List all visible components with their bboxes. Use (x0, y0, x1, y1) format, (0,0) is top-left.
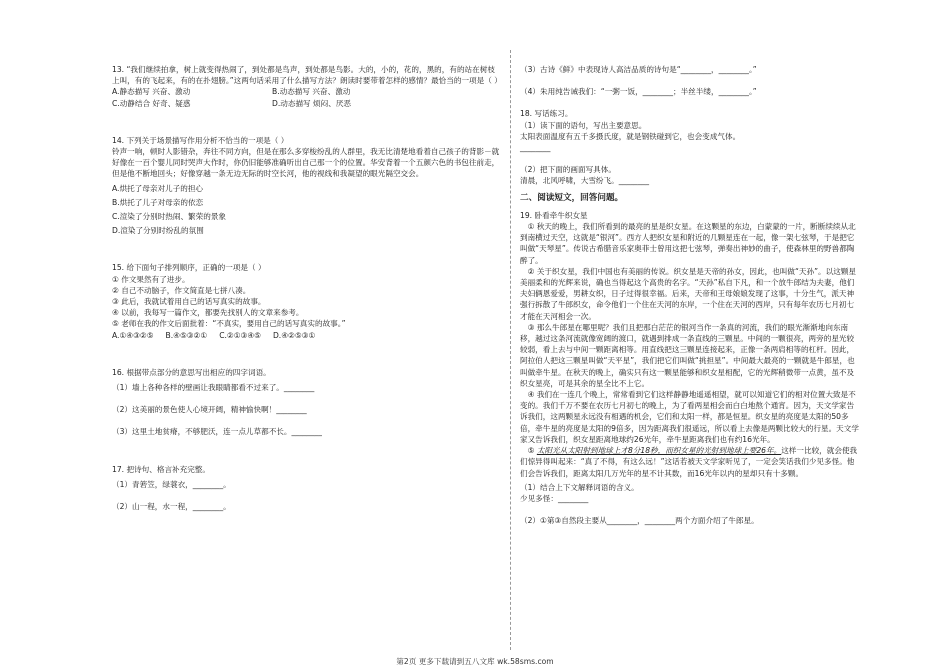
q14-option-a: A.烘托了母亲对儿子的担心 (112, 183, 204, 193)
q13-stem: 13. “我们继续拍拿，树上就变得热闹了，到处都是鸟声，到处都是鸟影。大的，小的，花的，黑的，有的站在树枝上叫，有的飞起来，有的在扑翅膀。”这两句话采用了什么描写方法？朗读时要带着怎样的感情？最恰当的一项是（ ） (112, 65, 502, 86)
q15-option-c: C.②①③④⑤ (219, 330, 261, 340)
q19-para-3: ③ 那么牛郎星在哪里呢？我们且把那白茫茫的银河当作一条真的河流，我们的眼光渐渐地向东南移，越过这条河流就像宽阔的渡口，就遇到排成一条直线的三颗星。中间的一颗很亮，两旁的星光较较弱，看上去与中间一颗距离相等。用直线把这三颗星连接起来，正像一条两肩相等的杠杆。因此，阿拉伯人把这三颗星叫做“天平星”，我们把它们叫做“挑担星”。中间最大最亮的一颗就是牛郎星，也叫做牵牛星。在秋天的晚上，确实只有这一颗星能够和织女星相配，它的光辉稍微带一点黄，虽不及织女星亮，可是其余的星全比不上它。 (520, 322, 855, 388)
q19-para-5-num: ⑤ (527, 446, 537, 456)
q15-item-1: ① 作文果然有了进步。 (112, 274, 190, 284)
q15-item-2: ② 自己不动脑子，作文简直是七拼八凑。 (112, 285, 251, 295)
q17-item-1: （1）青箬笠，绿蓑衣，________。 (112, 479, 231, 489)
question-15 (112, 262, 502, 340)
q19-sub2: （2）①第③自然段主要从________，________两个方面介绍了牛郎星。 (520, 516, 759, 526)
q18-sub1-text: 太阳表面温度有五千多摄氏度，就是钢铁碰到它，也会变成气体。 (520, 131, 741, 141)
q18-sub2: （2）把下面的画面写具体。 (520, 165, 616, 175)
q14-stem: 14. 下列关于场景描写作用分析不恰当的一项是（ ） (112, 135, 289, 145)
page-footer: 第2页 更多下载请到五八文库 wk.58sms.com (396, 657, 554, 666)
q19-underlined-sentence: 太阳光从太阳射到地球上才8分18秒，而织女星的光射到地球上要26年。 (536, 446, 782, 456)
q19-para-1: ① 秋天的晚上，我们所看到的最亮的星是织女星。在这颗星的东边，白蒙蒙的一片，断断续续从北到南横过天空，这就是“银河”。西方人把织女星和附近的几颗星连在一起，像一架七弦琴，于是把它叫做“天琴星”。传说古希腊音乐家奥菲士曾用这把七弦琴，弹奏出神妙的曲子，使森林里的野兽都陶醉了。 (520, 222, 856, 265)
q16-stem: 16. 根据带点部分的意思写出相应的四字词语。 (112, 367, 271, 377)
q14-option-b: B.烘托了儿子对母亲的依恋 (112, 197, 204, 207)
q15-options (112, 330, 502, 341)
q15-option-d: D.④②⑤③① (272, 330, 316, 340)
q19-sub1-word: 少见多怪：________ (520, 493, 589, 503)
q19-para-5 (520, 445, 860, 479)
q16-item-3: （3）这里土地贫瘠，不够肥沃，连一点儿草都不长。________ (112, 427, 322, 437)
q15-item-3: ③ 此后，我就试着用自己的话写真实的故事。 (112, 297, 266, 307)
q13-option-b: B.动态描写 兴奋、激动 (272, 87, 351, 97)
q16-item-2: （2）这美丽的景色使人心境开阔，精神愉快啊！________ (112, 405, 307, 415)
q15-item-5: ⑤ 老师在我的作文后面批着：“不真实，要用自己的话写真实的故事。” (112, 319, 346, 329)
q14-option-d: D.渲染了分别时纷乱的氛围 (112, 226, 204, 236)
q19-para-2: ② 关于织女星，我们中国也有美丽的传说。织女星是天帝的孙女，因此，也叫做“天孙”。以这颗星美丽柔和的光辉来说，确也当得起这个高贵的名字。“天孙”私自下凡，和一个放牛郎结为夫妻，他们夫妇俩恩爱爱，男耕女织，日子过得很幸福。后来，天帝和王母娘娘发现了这事，十分生气，派天神强行拆散了牛郎织女，命令他们一个住在天河的东岸，一个住在天河的西岸，只有每年农历七月初七才能在天河相会一次。 (520, 266, 857, 321)
q17-stem: 17. 把诗句、格言补充完整。 (112, 464, 211, 474)
q18-sub1: （1）读下面的语句，写出主要意思。 (520, 120, 647, 130)
q18-stem: 18. 写话练习。 (520, 109, 573, 119)
q17-item-4: （4）朱用纯告诫我们：“一粥一饭，________；半丝半缕，________。” (520, 87, 757, 97)
question-18 (520, 108, 860, 186)
q19-title: 19. 卧看牵牛织女星 (520, 210, 588, 220)
q14-passage: 铃声一响，顿时人影错杂，奔往不同方向，但是在那么多穿梭纷乱的人群里，我无比清楚地看着自己孩子的背影－就好像在一百个婴儿同时哭声大作时，你仍旧能够准确听出自己那一个的位置。华安背着一个五颜六色的书包往前走，但是他不断地回头；好像穿越一条无边无际的时空长河，他的视线和我凝望的眼光隔空交会。 (112, 147, 500, 179)
question-17 (112, 464, 502, 513)
question-14 (112, 135, 502, 237)
q13-option-d: D.动态描写 烦闷、厌恶 (272, 98, 352, 108)
right-column (520, 64, 860, 532)
q17-item-3: （3）古诗《鲜》中表现诗人高洁品质的诗句是“________，________。” (520, 65, 757, 74)
q14-option-c: C.渲染了分别时热闹、繁荣的景象 (112, 212, 227, 222)
q18-sub2-text: 清晨，北风呼啸，大雪纷飞。________ (520, 176, 650, 186)
q15-stem: 15. 给下面句子排列顺序，正确的一项是（ ） (112, 263, 266, 273)
left-column (112, 64, 502, 518)
q18-sub1-blank: ________ (520, 143, 551, 153)
q19-para-4: ④ 我们在一连几个晚上，常常看到它们这样静静地遥遥相望，就可以知道它们的相对位置大致是不变的。我们千万不要在农历七月初七的晚上，为了看两星相会而白白地熬个通宵。因为，天文学家告诉我们，这两颗星永远没有相遇的机会，它们和太阳一样，都是恒星。织女星的亮度是太阳的50多倍，牵牛星的亮度是太阳的9倍多，因为距离我们很遥远，所以看上去像是两颗比较大的行星。天文学家又告诉我们，织女星距离地球约26光年，牵牛星距离我们也有约16光年。 (520, 390, 859, 444)
question-13 (112, 64, 502, 109)
q19-sub1: （1）结合上下文解释词语的含义。 (520, 482, 639, 492)
section-heading: 二、阅读短文，回答问题。 (520, 192, 624, 203)
question-16 (112, 367, 502, 438)
q15-item-4: ④ 以前，我每写一篇作文，都要先找别人的文章来参考。 (112, 308, 304, 318)
q13-option-a: A.静态描写 兴奋、激动 (112, 87, 191, 97)
q16-item-1: （1）墙上各种各样的壁画让我眼睛都看不过来了。________ (112, 383, 315, 393)
question-19 (520, 210, 860, 526)
q15-option-a: A.①④③②⑤ (112, 330, 154, 340)
q19-para-5-rest: 这样一比较，就会使我们惊异得叫起来：“真了不得，有这么远！”这话若被天文学家听见了，一定会笑话我们少见多怪。他们会告诉我们，距离太阳几万光年的星不计其数，而16光年以内的星却只有十多颗。 (520, 446, 858, 478)
q17-item-2: （2）山一程，水一程，________。 (112, 502, 231, 512)
q13-option-c: C.动静结合 好奇、疑惑 (112, 98, 191, 108)
q13-options (112, 86, 502, 108)
column-divider (510, 50, 511, 650)
q15-option-b: B.④⑤③②① (165, 330, 208, 340)
